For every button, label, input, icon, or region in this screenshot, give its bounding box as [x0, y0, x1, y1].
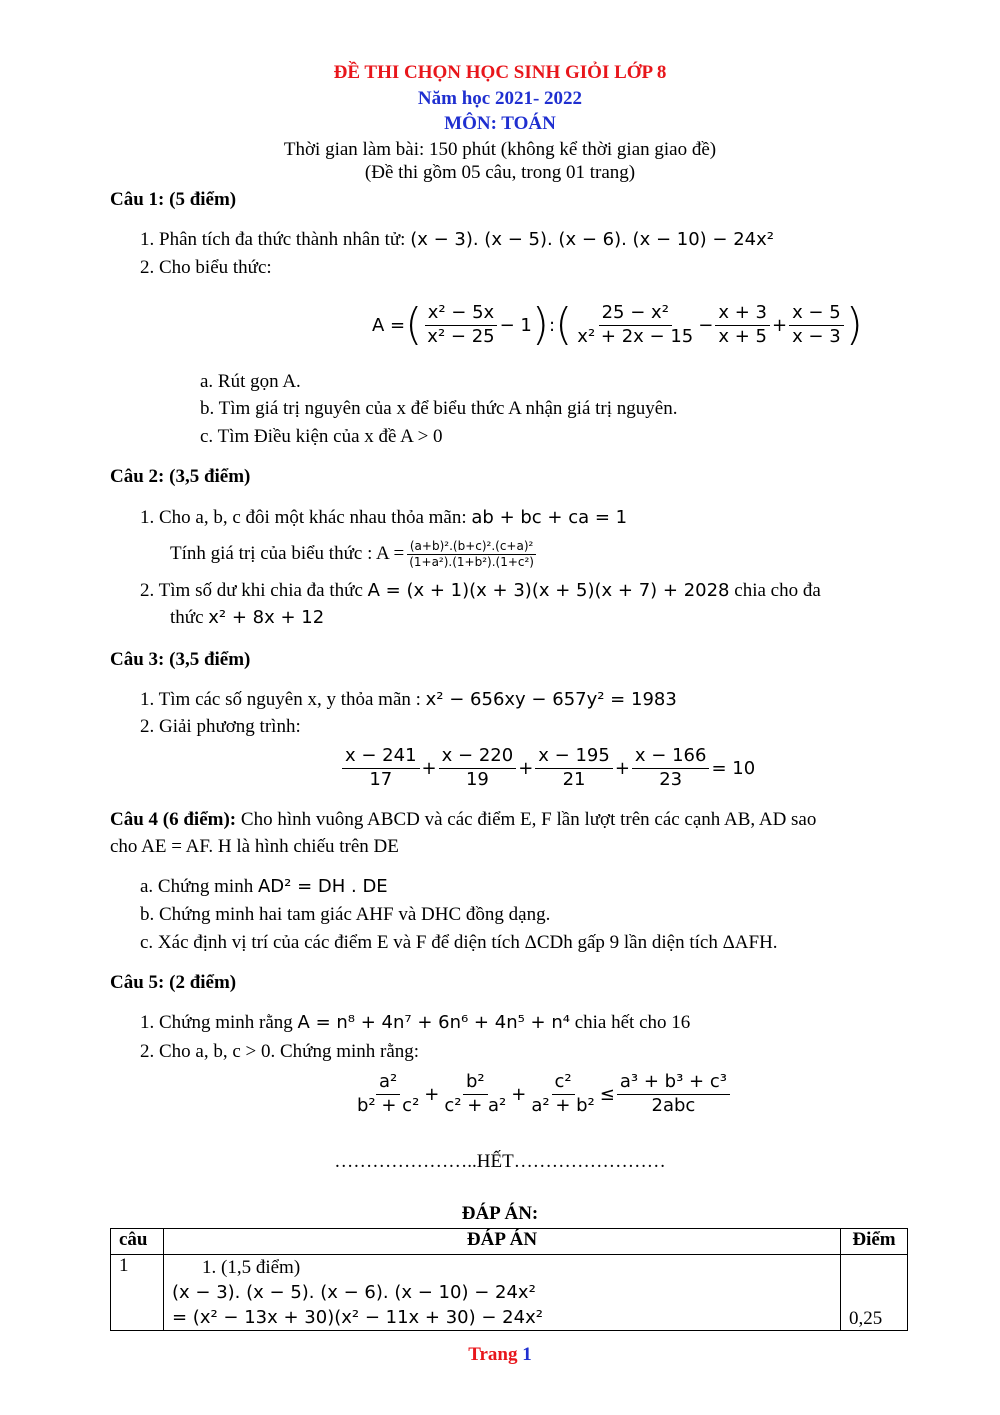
term-3	[528, 1071, 597, 1117]
plus-sign: +	[424, 1083, 440, 1105]
q3-item2-text: 2. Giải phương trình:	[140, 716, 301, 737]
school-year: Năm học 2021- 2022	[417, 88, 583, 109]
fraction-numerator: a³ + b³ + c³	[617, 1071, 730, 1095]
q4-intro-line2: cho AE = AF. H là hình chiếu trên DE	[110, 836, 399, 857]
fraction-numerator: x + 3	[715, 302, 770, 326]
fraction-4	[789, 302, 844, 348]
q1-part-a: a. Rút gọn A.	[200, 371, 301, 392]
term-3	[535, 745, 613, 791]
term-1	[354, 1071, 422, 1117]
paren-close: )	[845, 299, 863, 350]
page-label: Trang	[468, 1344, 518, 1365]
fraction-denominator: x² + 2x − 15	[577, 325, 694, 347]
fraction-denominator: x + 5	[718, 325, 767, 347]
q2-item2-line2-expr: x² + 8x + 12	[208, 607, 325, 628]
fraction-numerator: x − 195	[535, 745, 613, 769]
q1-item1-expr: (x − 3). (x − 5). (x − 6). (x − 10) − 24x²	[410, 229, 774, 250]
fraction-denominator: 17	[369, 768, 393, 790]
q5-inequality	[352, 1065, 732, 1123]
q2-item2-text: 2. Tìm số dư khi chia đa thức	[140, 580, 363, 601]
answer-content	[164, 1255, 841, 1331]
paren-open: (	[555, 299, 573, 350]
answer-line-2: (x − 3). (x − 5). (x − 6). (x − 10) − 24x²	[172, 1282, 536, 1303]
q1-heading: Câu 1: (5 điểm)	[110, 189, 237, 210]
q1-item1	[140, 229, 774, 251]
term-2	[439, 745, 517, 791]
q2-calc-text: Tính giá trị của biểu thức : A =	[170, 543, 405, 564]
paren-open: (	[405, 299, 423, 350]
plus-sign: +	[518, 757, 534, 779]
fraction-numerator: 25 − x²	[599, 302, 672, 326]
answer-line-3: = (x² − 13x + 30)(x² − 11x + 30) − 24x²	[172, 1307, 543, 1328]
q5-item1-tail: chia hết cho 16	[574, 1012, 691, 1033]
subject: MÔN: TOÁN	[444, 113, 556, 134]
q4-part-a-expr: AD² = DH . DE	[257, 876, 388, 897]
paren-close: )	[531, 299, 550, 350]
q2-calc	[170, 533, 539, 575]
fraction-denominator: 21	[562, 768, 586, 790]
leq-sign: ≤	[599, 1083, 615, 1105]
page-num: 1	[522, 1344, 532, 1365]
plus-sign: +	[614, 757, 630, 779]
q5-item1-text: 1. Chứng minh rằng	[140, 1012, 293, 1033]
q2-item1-expr: ab + bc + ca = 1	[471, 507, 628, 528]
q3-heading: Câu 3: (3,5 điểm)	[110, 649, 251, 670]
q4-part-b: b. Chứng minh hai tam giác AHF và DHC đồng dạng.	[140, 904, 551, 925]
q2-item2-line2	[170, 607, 324, 629]
q5-item1	[140, 1012, 690, 1034]
time-limit: Thời gian làm bài: 150 phút (không kể thời gian giao đề)	[283, 139, 717, 160]
q3-item1-text: 1. Tìm các số nguyên x, y thỏa mãn :	[140, 689, 421, 710]
fraction-numerator: (a+b)².(b+c)².(c+a)²	[407, 539, 536, 555]
fraction-denominator: b² + c²	[357, 1094, 420, 1116]
plus-sign: +	[421, 757, 437, 779]
row-number: 1	[111, 1255, 164, 1331]
q4-heading: Câu 4 (6 điểm):	[110, 809, 237, 830]
q1-part-c: c. Tìm Điều kiện của x đề A > 0	[200, 426, 443, 447]
fraction-numerator: x − 166	[632, 745, 710, 769]
col-header-diem: Điểm	[841, 1229, 908, 1255]
term-4	[632, 745, 710, 791]
fraction-numerator: x − 5	[789, 302, 844, 326]
answer-table	[110, 1228, 908, 1331]
fraction-numerator: x² − 5x	[425, 302, 498, 326]
A-label: A =	[372, 314, 406, 336]
q2-item2	[140, 580, 821, 602]
page-note: (Đề thi gồm 05 câu, trong 01 trang)	[364, 162, 636, 183]
q1-part-b: b. Tìm giá trị nguyên của x để biểu thức A nhận giá trị nguyên.	[200, 398, 678, 419]
equation-rhs: = 10	[711, 757, 756, 779]
q3-item1	[140, 689, 677, 711]
q1-expression-A	[372, 293, 863, 357]
fraction-3	[715, 302, 770, 348]
q4-intro-text: Cho hình vuông ABCD và các điểm E, F lần lượt trên các cạnh AB, AD sao	[240, 809, 817, 830]
exam-title: ĐỀ THI CHỌN HỌC SINH GIỎI LỚP 8	[333, 62, 667, 83]
col-header-dap-an: ĐÁP ÁN	[164, 1229, 841, 1255]
answer-line-1: 1. (1,5 điểm)	[202, 1257, 301, 1278]
q4-part-a	[140, 876, 388, 898]
answer-title: ĐÁP ÁN:	[461, 1203, 539, 1224]
fraction-numerator: c²	[552, 1071, 575, 1095]
fraction-denominator: (1+a²).(1+b²).(1+c²)	[409, 554, 534, 569]
plus-sign: +	[771, 314, 788, 336]
fraction-denominator: x² − 25	[427, 325, 495, 347]
q2-item2-line2-text: thức	[170, 607, 204, 628]
fraction-numerator: b²	[463, 1071, 488, 1095]
q2-item2-tail: chia cho đa	[734, 580, 821, 601]
term-1	[342, 745, 420, 791]
q4-part-c: c. Xác định vị trí của các điểm E và F để diện tích ΔCDh gấp 9 lần diện tích ΔAFH.	[140, 932, 778, 953]
fraction-numerator: a²	[376, 1071, 400, 1095]
answer-table-header	[111, 1229, 908, 1255]
q4-intro	[110, 809, 816, 831]
q2-heading: Câu 2: (3,5 điểm)	[110, 466, 251, 487]
fraction-1	[424, 302, 497, 348]
q5-item2-text: 2. Cho a, b, c > 0. Chứng minh rằng:	[140, 1041, 420, 1062]
fraction-denominator: 19	[465, 768, 489, 790]
q3-equation	[340, 740, 755, 796]
term-2	[441, 1071, 509, 1117]
q2-item1-text: 1. Cho a, b, c đôi một khác nhau thỏa mãn:	[140, 507, 467, 528]
col-header-cau: câu	[111, 1229, 164, 1255]
fraction-numerator: x − 241	[342, 745, 420, 769]
q1-item1-text: 1. Phân tích đa thức thành nhân tử:	[140, 229, 406, 250]
end-mark: …………………..HẾT……………………	[334, 1151, 666, 1172]
fraction-denominator: a² + b²	[531, 1094, 595, 1116]
minus-one: − 1	[499, 314, 532, 336]
q2-calc-fraction	[406, 539, 537, 570]
q2-item2-expr: A = (x + 1)(x + 3)(x + 5)(x + 7) + 2028	[367, 580, 730, 601]
minus-sign: −	[698, 314, 714, 336]
q5-heading: Câu 5: (2 điểm)	[110, 972, 237, 993]
plus-sign: +	[511, 1083, 527, 1105]
fraction-denominator: c² + a²	[444, 1094, 507, 1116]
fraction-denominator: 2abc	[651, 1094, 696, 1116]
fraction-numerator: x − 220	[439, 745, 517, 769]
q4-part-a-text: a. Chứng minh	[140, 876, 254, 897]
table-row	[111, 1255, 908, 1331]
fraction-denominator: 23	[659, 768, 683, 790]
q1-item2-text: 2. Cho biểu thức:	[140, 257, 272, 278]
q2-item1	[140, 507, 627, 529]
score-cell: 0,25	[841, 1255, 908, 1331]
colon: :	[549, 314, 556, 336]
q3-item1-expr: x² − 656xy − 657y² = 1983	[425, 689, 677, 710]
q5-item1-expr: A = n⁸ + 4n⁷ + 6n⁶ + 4n⁵ + n⁴	[297, 1012, 570, 1033]
fraction-denominator: x − 3	[792, 325, 841, 347]
fraction-2	[574, 302, 696, 348]
term-rhs	[617, 1071, 730, 1117]
page-number	[0, 1344, 1000, 1366]
